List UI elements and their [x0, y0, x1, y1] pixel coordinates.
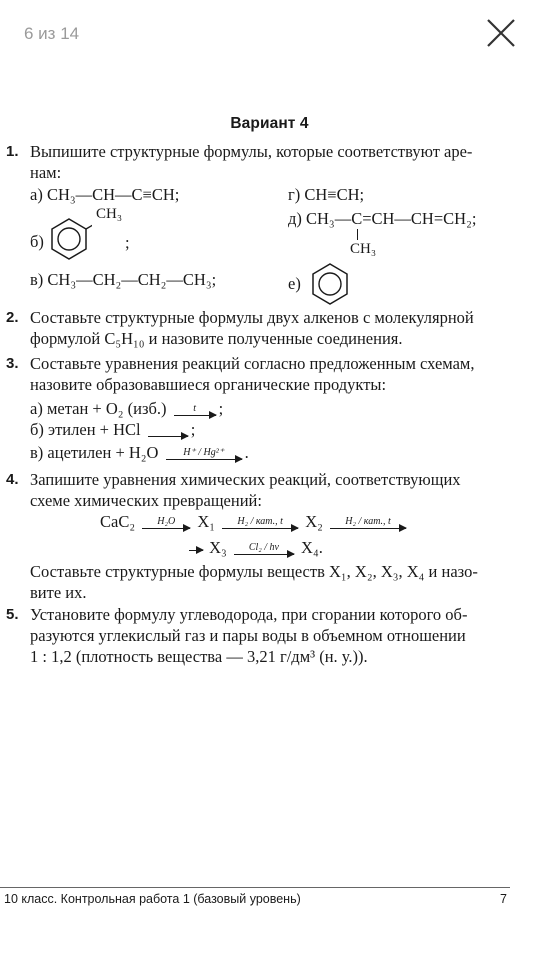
- page-number: 7: [500, 892, 507, 906]
- variant-title: Вариант 4: [230, 115, 309, 132]
- page-counter: 6 из 14: [24, 24, 80, 43]
- task-5-line-2: разуются углекислый газ и пары воды в объемном отношении: [30, 626, 466, 645]
- task-3-line-1: Составьте уравнения реакций согласно предложенным схемам,: [30, 354, 475, 373]
- task-2-line-1: Составьте структурные формулы двух алкенов с молекулярной: [30, 308, 474, 327]
- reaction-arrow: H₂ / кат., t: [222, 517, 298, 529]
- task-1-number: 1.: [6, 143, 19, 160]
- task-4-line-1: Запишите уравнения химических реакций, соответствующих: [30, 470, 461, 489]
- task-3-reaction-b: б) этилен + HCl ;: [30, 420, 196, 439]
- task-1-option-a: а) CH₃—CH—C≡CH;: [30, 185, 180, 204]
- task-5-line-1: Установите формулу углеводорода, при сгорании которого об-: [30, 605, 468, 624]
- reaction-arrow: Cl₂ / hv: [234, 543, 294, 555]
- footer-text: 10 класс. Контрольная работа 1 (базовый уровень): [4, 892, 301, 906]
- task-1-option-d: д) CH₃—C=CH—CH=CH₂;: [288, 209, 477, 228]
- task-2-number: 2.: [6, 309, 19, 326]
- task-1-option-e-label: е): [288, 274, 301, 293]
- task-4-scheme-row-2: X₃ Cl₂ / hv X₄.: [186, 538, 323, 558]
- task-4-after-2: вите их.: [30, 583, 87, 602]
- task-2-line-2: формулой C₅H₁₀ и назовите полученные соединения.: [30, 329, 403, 348]
- benzene-ring-icon: [307, 261, 353, 307]
- task-1-option-b-substituent: CH₃: [96, 206, 123, 222]
- reaction-arrow: [148, 436, 188, 437]
- task-4-after-1: Составьте структурные формулы веществ X₁, X₂, X₃, X₄ и назо-: [30, 562, 478, 581]
- task-3-line-2: назовите образовавшиеся органические продукты:: [30, 375, 387, 394]
- task-4-line-2: схеме химических превращений:: [30, 491, 262, 510]
- task-3-number: 3.: [6, 355, 19, 372]
- task-3-reaction-v: в) ацетилен + H₂O H⁺ / Hg²⁺ .: [30, 443, 249, 462]
- reaction-arrow: t: [174, 404, 216, 416]
- task-1-line-2: нам:: [30, 163, 62, 182]
- reaction-arrow: [189, 550, 203, 551]
- task-1-line-1: Выпишите структурные формулы, которые соответствуют аре-: [30, 142, 473, 161]
- task-1-option-g: г) CH≡CH;: [288, 185, 365, 204]
- task-1-option-d-branch: CH₃: [350, 241, 377, 257]
- reaction-arrow: H⁺ / Hg²⁺: [166, 448, 242, 460]
- task-4-number: 4.: [6, 471, 19, 488]
- reaction-arrow: H₂ / кат., t: [330, 517, 406, 529]
- task-1-option-b-end: ;: [125, 233, 130, 252]
- task-3-reaction-a: а) метан + O₂ (изб.) t ;: [30, 399, 224, 418]
- reaction-arrow: H₂O: [142, 517, 190, 529]
- task-5-number: 5.: [6, 606, 19, 623]
- task-4-scheme-row-1: CaC₂ H₂O X₁ H₂ / кат., t X₂ H₂ / кат., t: [100, 512, 409, 532]
- benzene-ring-icon: [46, 216, 92, 262]
- task-1-option-b-label: б): [30, 232, 44, 251]
- footer-divider: [0, 887, 510, 888]
- task-1-option-v: в) CH₃—CH₂—CH₂—CH₃;: [30, 270, 217, 289]
- task-5-line-3: 1 : 1,2 (плотность вещества — 3,21 г/дм³ (н. у.)).: [30, 647, 368, 666]
